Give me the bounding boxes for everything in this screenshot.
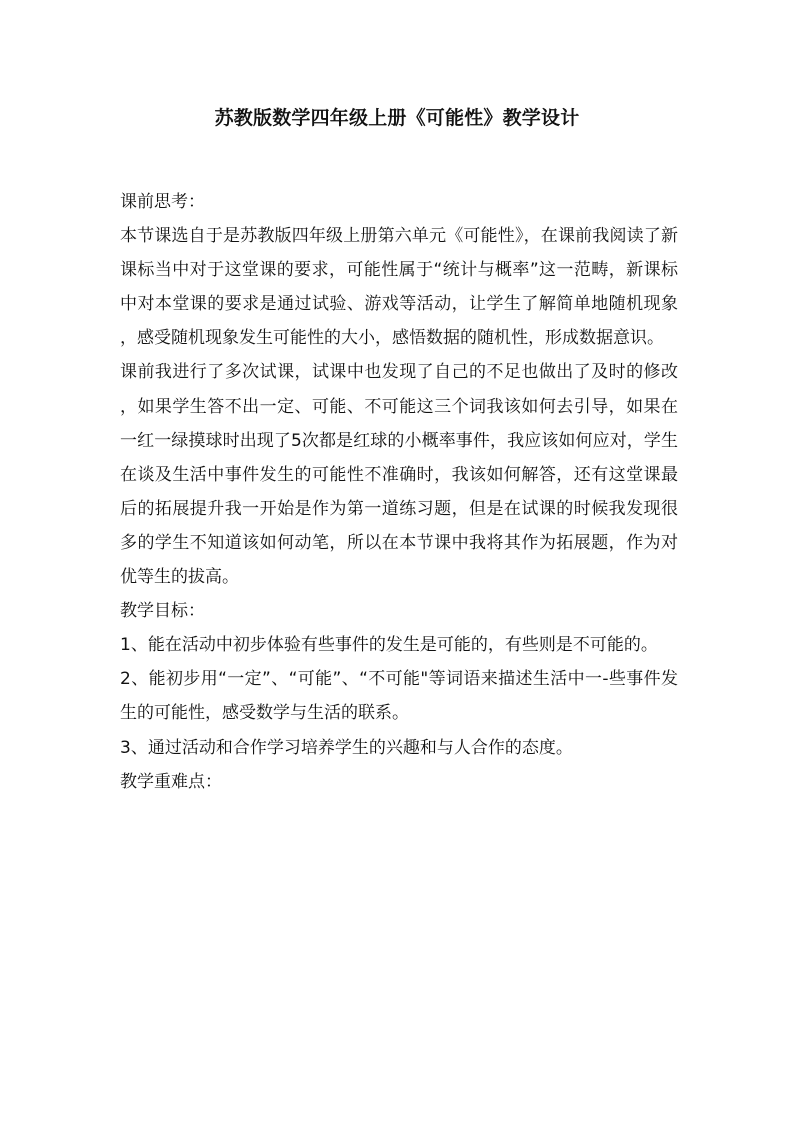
- section-heading-teaching-goals: 教学目标：: [120, 601, 205, 622]
- section-heading-key-difficulties: 教学重难点：: [120, 771, 222, 792]
- paragraph-trial-lessons: 课前我进行了多次试课，试课中也发现了自己的不足也做出了及时的修改，如果学生答不出一定、可能、不可能这三个词我该如何去引导，如果在一红一绿摸球时出现了5次都是红球的小概率事件，我应该如何应对，学生在谈及生活中事件发生的可能性不准确时，我该如何解答，还有这堂课最后的拓展提升我一开始是作为第一道练习题，但是在试课的时候我发现很多的学生不知道该如何动笔，所以在本节课中我将其作为拓展题，作为对优等生的拔高。: [120, 362, 678, 588]
- paragraph-course-source: 本节课选自于是苏教版四年级上册第六单元《可能性》，在课前我阅读了新课标当中对于这堂课的要求，可能性属于“统计与概率”这一范畴，新课标中对本堂课的要求是通过试验、游戏等活动，让学生了解简单地随机现象，感受随机现象发生可能性的大小，感悟数据的随机性，形成数据意识。: [120, 226, 678, 349]
- goal-item-3: 3、通过活动和合作学习培养学生的兴趣和与人合作的态度。: [120, 737, 573, 758]
- document-title: 苏教版数学四年级上册《可能性》教学设计: [214, 107, 580, 129]
- goal-item-1: 1、能在活动中初步体验有些事件的发生是可能的，有些则是不可能的。: [120, 635, 658, 656]
- section-heading-pre-class-thinking: 课前思考：: [120, 192, 205, 212]
- document-body: [120, 185, 678, 799]
- goal-item-2: 2、能初步用“一定”、“可能”、“不可能"等词语来描述生活中一-些事件发生的可能性，感受数学与生活的联系。: [120, 669, 678, 724]
